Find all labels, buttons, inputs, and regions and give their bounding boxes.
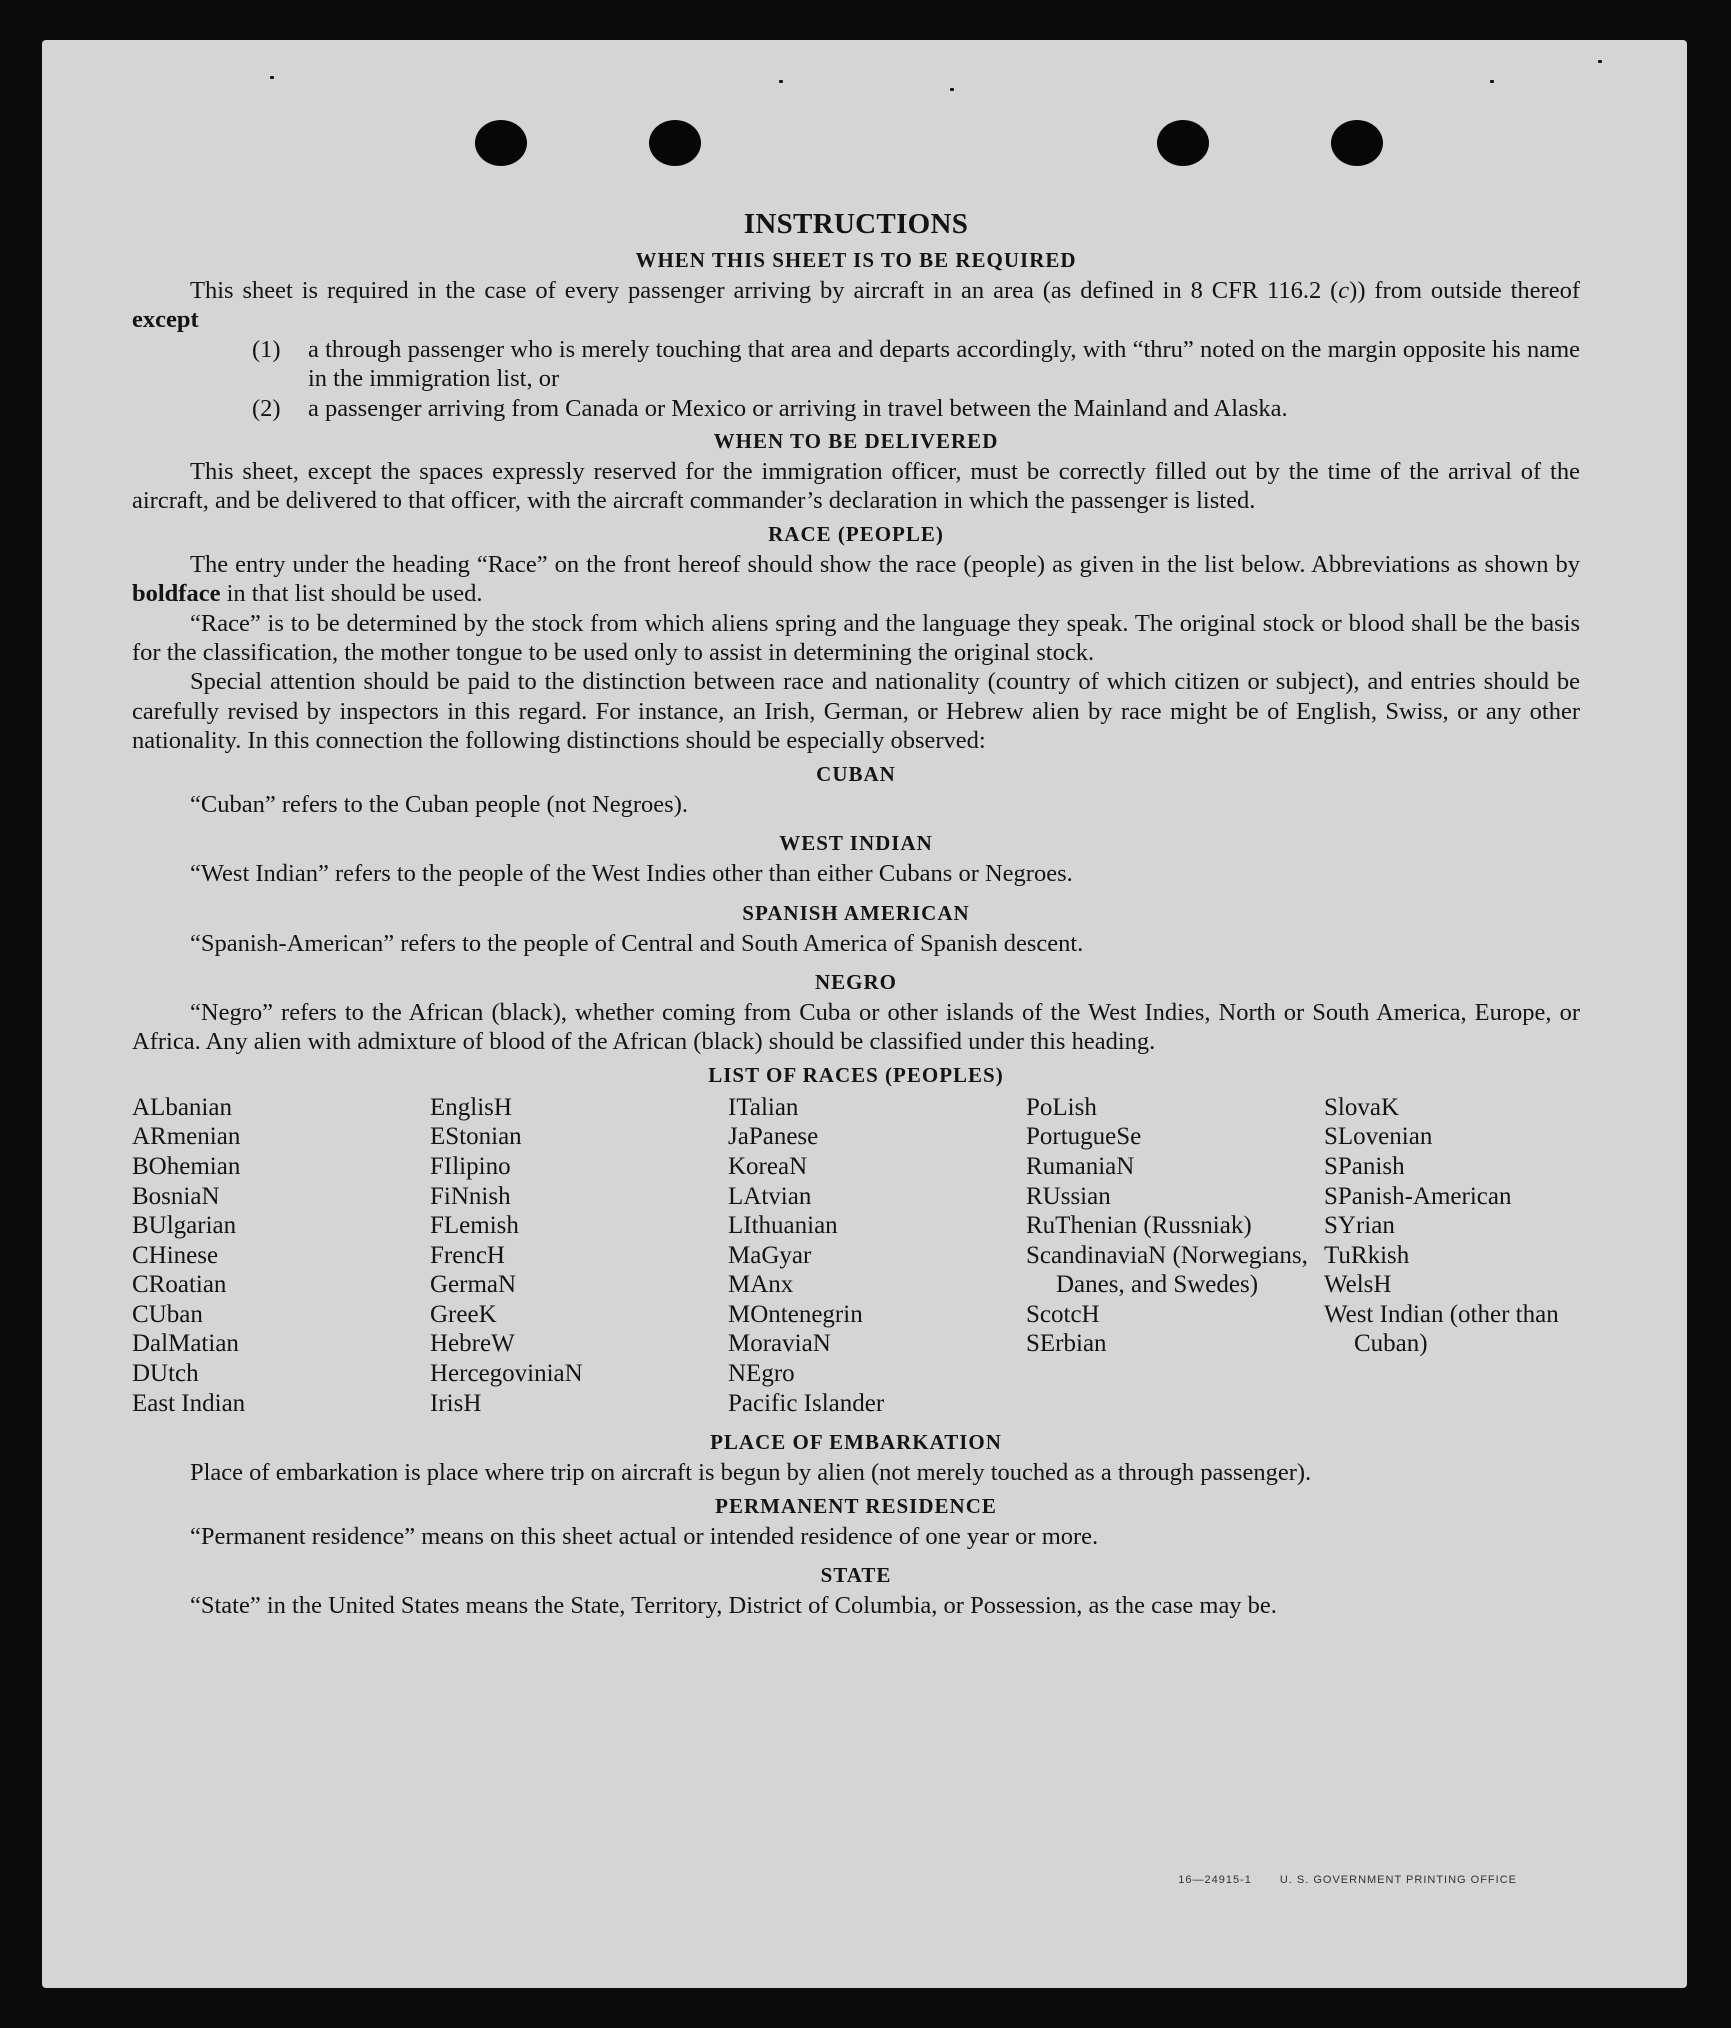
race-entry: HercegoviniaN — [430, 1360, 583, 1388]
page-title: INSTRUCTIONS — [743, 208, 969, 240]
race-entry: WelsH — [1324, 1271, 1392, 1299]
race-entry: ARmenian — [132, 1123, 241, 1151]
race-column — [430, 1093, 728, 1419]
heading-race: RACE (PEOPLE) — [768, 521, 944, 546]
race-entry: GermaN — [430, 1271, 517, 1299]
race-entry: LIthuanian — [728, 1212, 838, 1240]
race-entry: ALbanian — [132, 1093, 232, 1121]
paragraph-race-3: Special attention should be paid to the distinction between race and nationality (country of which citizen or subject), and entries should be carefully revised by inspectors in this regard. For instance, an Irish, German, or Hebrew alien by race might be of English, Swiss, or any other nationality. In this connection the following distinctions should be especially observed: — [132, 668, 1580, 755]
race-entry: BUlgarian — [132, 1212, 237, 1240]
race-entry: PoLish — [1026, 1093, 1097, 1121]
race-entry: ScotcH — [1026, 1300, 1100, 1328]
race-entry: PortugueSe — [1026, 1123, 1142, 1151]
race-column — [1026, 1093, 1324, 1419]
heading-when-delivered: WHEN TO BE DELIVERED — [713, 429, 999, 454]
race-entry: SPanish-American — [1324, 1182, 1512, 1210]
race-entry: Pacific Islander — [728, 1389, 885, 1417]
paragraph-race-1: The entry under the heading “Race” on the front hereof should show the race (people) as given in the list below. Abbreviations as shown by boldface in that list should be used. — [132, 550, 1580, 608]
race-column — [1324, 1093, 1576, 1419]
item-number: (2) — [252, 394, 281, 422]
race-entry: BOhemian — [132, 1152, 241, 1180]
race-entry: NEgro — [728, 1360, 795, 1388]
race-entry: HebreW — [430, 1330, 515, 1358]
item-text: a through passenger who is merely touching that area and departs accordingly, with “thru” noted on the margin opposite his name in the immigration list, or — [308, 335, 1580, 393]
heading-permanent-residence: PERMANENT RESIDENCE — [715, 1493, 997, 1518]
form-code: 16—24915-1 — [1178, 1874, 1252, 1886]
race-entry: SYrian — [1324, 1212, 1395, 1240]
speck — [1490, 80, 1494, 83]
race-entry: LAtvian — [728, 1182, 812, 1210]
heading-spanish-american: SPANISH AMERICAN — [742, 900, 970, 925]
paragraph-negro: “Negro” refers to the African (black), whether coming from Cuba or other islands of the West Indies, North or South America, Europe, or Africa. Any alien with admixture of blood of the African (black) should be classified under this heading. — [132, 998, 1580, 1056]
paragraph-when-required: This sheet is required in the case of every passenger arriving by aircraft in an area (as defined in 8 CFR 116.2 (c)) from outside thereof except — [132, 277, 1580, 334]
race-entry: BosniaN — [132, 1182, 220, 1210]
printer-footer — [1178, 1874, 1517, 1886]
instructions-content — [132, 206, 1580, 1620]
race-entry: SlovaK — [1324, 1093, 1399, 1121]
paragraph-cuban: “Cuban” refers to the Cuban people (not Negroes). — [190, 790, 688, 818]
list-item — [132, 335, 1580, 394]
race-entry: KoreaN — [728, 1152, 808, 1180]
punch-hole — [1157, 120, 1209, 166]
printer-name: U. S. GOVERNMENT PRINTING OFFICE — [1279, 1874, 1517, 1886]
heading-west-indian: WEST INDIAN — [779, 831, 933, 856]
speck — [1598, 60, 1602, 63]
race-entry: ScandinaviaN (Norwegians, Danes, and Swedes) — [1026, 1241, 1308, 1299]
race-entry: MaGyar — [728, 1241, 812, 1269]
race-entry: SLovenian — [1324, 1123, 1433, 1151]
race-entry: RUssian — [1026, 1182, 1111, 1210]
race-entry: DalMatian — [132, 1330, 239, 1358]
race-entry: ITalian — [728, 1093, 799, 1121]
paragraph-when-delivered: This sheet, except the spaces expressly reserved for the immigration officer, must be correctly filled out by the time of the arrival of the aircraft, and be delivered to that officer, with the aircraft commander’s declaration in which the passenger is listed. — [132, 458, 1580, 515]
race-entry: GreeK — [430, 1300, 497, 1328]
race-entry: RumaniaN — [1026, 1152, 1135, 1180]
item-text: a passenger arriving from Canada or Mexico or arriving in travel between the Mainland and Alaska. — [308, 394, 1288, 422]
race-entry: FiNnish — [430, 1182, 511, 1210]
race-entry: RuThenian (Russniak) — [1026, 1212, 1252, 1240]
paragraph-spanish-american: “Spanish-American” refers to the people of Central and South America of Spanish descent. — [190, 929, 1084, 957]
paragraph-state: “State” in the United States means the State, Territory, District of Columbia, or Possession, as the case may be. — [190, 1592, 1277, 1620]
list-item — [132, 394, 1580, 423]
paragraph-permanent-residence: “Permanent residence” means on this sheet actual or intended residence of one year or more. — [190, 1522, 1099, 1550]
race-entry: IrisH — [430, 1389, 482, 1417]
race-entry: JaPanese — [728, 1123, 819, 1151]
document-sheet — [42, 40, 1687, 1988]
race-entry: FLemish — [430, 1212, 519, 1240]
race-entry: MoraviaN — [728, 1330, 831, 1358]
heading-state: STATE — [820, 1563, 892, 1588]
race-entry: TuRkish — [1324, 1241, 1410, 1269]
race-entry: West Indian (other than Cuban) — [1324, 1300, 1559, 1358]
race-entry: CRoatian — [132, 1271, 227, 1299]
race-list — [132, 1093, 1580, 1419]
race-column — [728, 1093, 1026, 1419]
speck — [270, 76, 274, 79]
race-entry: CUban — [132, 1300, 203, 1328]
punch-hole — [475, 120, 527, 166]
heading-negro: NEGRO — [814, 969, 897, 994]
race-entry: DUtch — [132, 1360, 199, 1388]
punch-hole — [649, 120, 701, 166]
speck — [950, 88, 954, 91]
race-entry: East Indian — [132, 1389, 246, 1417]
paragraph-west-indian: “West Indian” refers to the people of the West Indies other than either Cubans or Negroes. — [190, 860, 1073, 888]
paragraph-embarkation: Place of embarkation is place where trip on aircraft is begun by alien (not merely touched as a through passenger). — [190, 1459, 1312, 1487]
punch-hole — [1331, 120, 1383, 166]
race-entry: EStonian — [430, 1123, 522, 1151]
race-entry: SPanish — [1324, 1152, 1405, 1180]
race-entry: MAnx — [728, 1271, 794, 1299]
race-entry: FIlipino — [430, 1152, 511, 1180]
heading-when-required: WHEN THIS SHEET IS TO BE REQUIRED — [635, 248, 1077, 272]
item-number: (1) — [252, 335, 281, 363]
heading-embarkation: PLACE OF EMBARKATION — [710, 1430, 1002, 1455]
race-entry: CHinese — [132, 1241, 219, 1269]
heading-cuban: CUBAN — [816, 761, 896, 786]
race-entry: MOntenegrin — [728, 1300, 863, 1328]
speck — [779, 80, 783, 83]
heading-list-of-races: LIST OF RACES (PEOPLES) — [708, 1062, 1004, 1087]
race-entry: EnglisH — [430, 1093, 512, 1121]
paragraph-race-2: “Race” is to be determined by the stock from which aliens spring and the language they speak. The original stock or blood shall be the basis for the classification, the mother tongue to be used only to assist in determining the original stock. — [132, 609, 1580, 667]
race-column — [132, 1093, 430, 1419]
race-entry: SErbian — [1026, 1330, 1107, 1358]
race-entry: FrencH — [430, 1241, 505, 1269]
